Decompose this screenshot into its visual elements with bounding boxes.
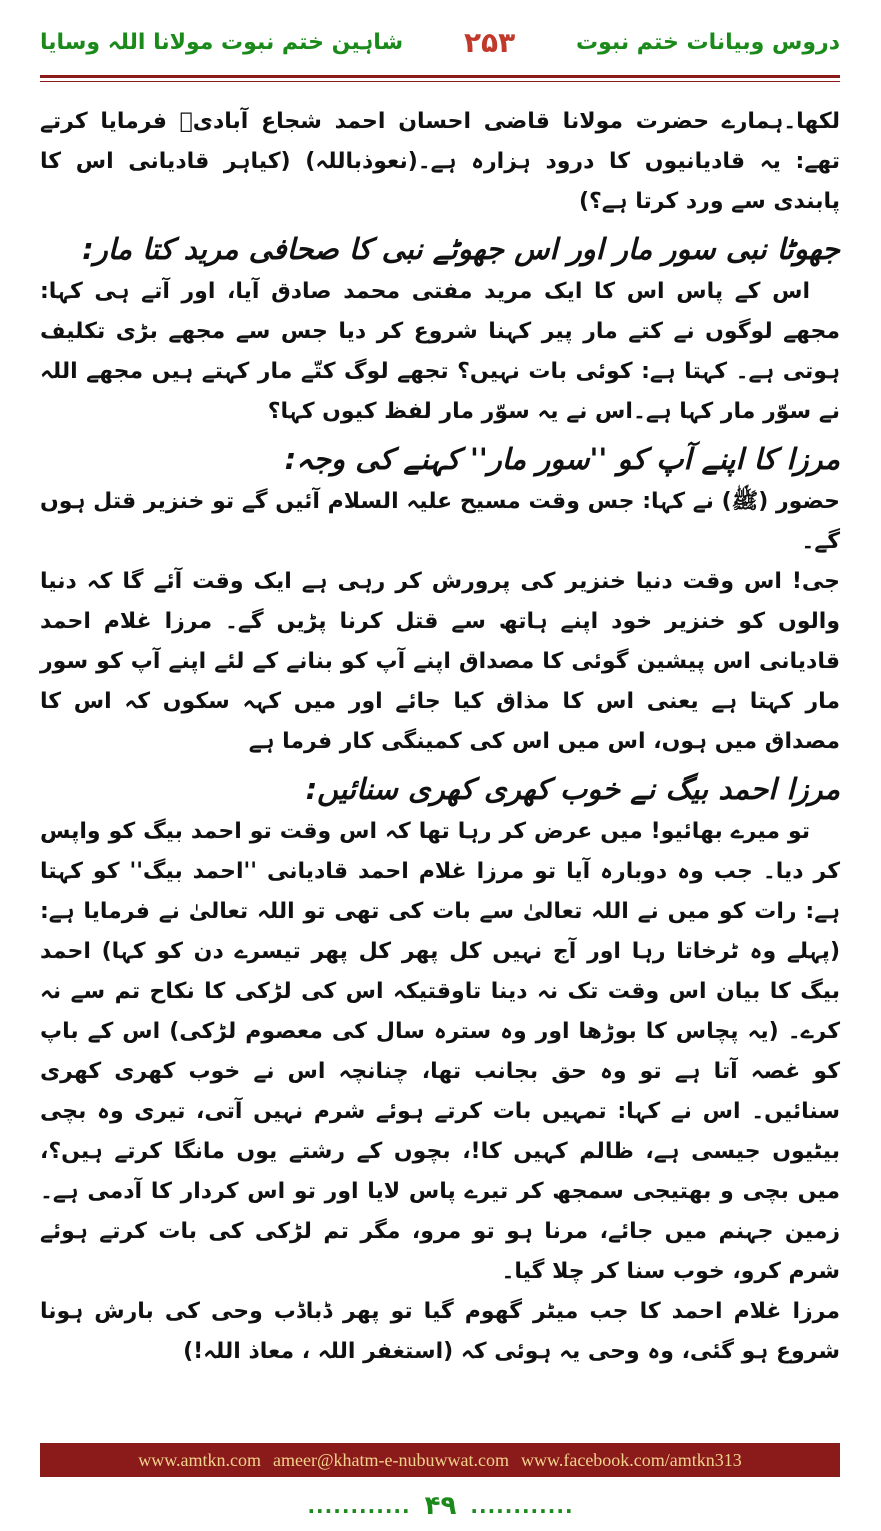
footer-bar [40, 1443, 840, 1477]
heading-1: جھوٹا نبی سور مار اور اس جھوٹے نبی کا صحافی مرید کتا مار: [82, 232, 840, 266]
page-header [40, 22, 840, 62]
paragraph-3: حضور (ﷺ) نے کہا: جس وقت مسیح علیہ السلام آئیں گے تو خنزیر قتل ہوں گے۔ [40, 489, 840, 554]
header-author: شاہین ختم نبوت مولانا اللہ وسایا [40, 29, 404, 55]
paragraph-6: مرزا غلام احمد کا جب میٹر گھوم گیا تو پھر ڈباڈب وحی کی بارش ہونا شروع ہو گئی، وہ وحی یہ ہوئی کہ (استغفر اللہ ، معاذ اللہ!) [40, 1299, 840, 1364]
header-book-title: دروس وبیانات ختم نبوت [575, 29, 840, 55]
bottom-page-number: ۴۹ [424, 1491, 457, 1521]
dots-right: ............ [470, 1494, 574, 1518]
paragraph-2: اس کے پاس اس کا ایک مرید مفتی محمد صادق آیا، اور آتے ہی کہا: مجھے لوگوں نے کتے مار پیر کہنا شروع کر دیا جس سے مجھے بڑی تکلیف ہوتی ہے۔ کہتا ہے: کوئی بات نہیں؟ تجھے لوگ کتّے مار کہتے ہیں مجھے اللہ نے سوّر مار کہا ہے۔اس نے یہ سوّر مار لفظ کیوں کہا؟ [40, 279, 840, 424]
header-rule-thick [40, 75, 840, 78]
heading-2: مرزا کا اپنے آپ کو ''سور مار'' کہنے کی وجہ: [284, 442, 840, 476]
footer-site-link[interactable]: www.amtkn.com [138, 1449, 262, 1470]
page-content [40, 102, 840, 1372]
paragraph-1: لکھا۔ہمارے حضرت مولانا قاضی احسان احمد شجاع آبادیؒ فرمایا کرتے تھے: یہ قادیانیوں کا درود ہزارہ ہے۔(نعوذباللہ) (کیاہر قادیانی اس کا پابندی سے ورد کرتا ہے؟) [40, 109, 840, 214]
footer-facebook-link[interactable]: www.facebook.com/amtkn313 [521, 1449, 742, 1470]
header-rule-thin [40, 81, 840, 82]
paragraph-4: جی! اس وقت دنیا خنزیر کی پرورش کر رہی ہے ایک وقت آئے گا کہ دنیا والوں کو خنزیر خود اپنے ہاتھ سے قتل کرنا پڑیں گے۔ مرزا غلام احمد قادیانی اس پیشین گوئی کا مصداق اپنے آپ کو بنانے کے لئے اپنے آپ کو سور مار کہتا ہے یعنی اس کا مذاق کیا جائے اور میں کہہ سکوں کہ اس کا مصداق میں ہوں، اس میں اس کی کمینگی کار فرما ہے [40, 569, 840, 754]
heading-3: مرزا احمد بیگ نے خوب کھری کھری سنائیں: [305, 772, 840, 806]
paragraph-5: تو میرے بھائیو! میں عرض کر رہا تھا کہ اس وقت تو احمد بیگ کو واپس کر دیا۔ جب وہ دوبارہ آیا تو مرزا غلام احمد قادیانی ''احمد بیگ'' کو کہتا ہے: رات کو میں نے اللہ تعالیٰ سے بات کی تھی تو اللہ تعالیٰ نے فرمایا ہے: (پہلے وہ ٹرخاتا رہا اور آج نہیں کل پھر کل پھر تیسرے دن کو کہا) احمد بیگ کا بیان اس وقت تک نہ دینا تاوقتیکہ اس کی لڑکی کا نکاح تم سے نہ کرے۔ (یہ پچاس کا بوڑھا اور وہ سترہ سال کی معصوم لڑکی) اس کے باپ کو غصہ آتا ہے تو وہ حق بجانب تھا، چنانچہ اس نے خوب کھری کھری سنائیں۔ اس نے کہا: تمہیں بات کرتے ہوئے شرم نہیں آتی، تیری وہ بچی بیٹیوں جیسی ہے، ظالم کہیں کا!، بچوں کے رشتے یوں مانگا کرتے ہیں؟، میں بچی و بھتیجی سمجھ کر تیرے پاس لایا اور تو اس کردار کا آدمی ہے۔ زمین جہنم میں جائے، مرنا ہو تو مرو، مگر تم لڑکی کی بات کرتے ہوئے شرم کرو، خوب سنا کر چلا گیا۔ [40, 819, 840, 1284]
page-bottom [0, 1488, 881, 1524]
footer-email-link[interactable]: ameer@khatm-e-nubuwwat.com [273, 1449, 510, 1470]
header-page-number: ۲۵۳ [463, 25, 516, 59]
dots-left: ............ [307, 1494, 411, 1518]
